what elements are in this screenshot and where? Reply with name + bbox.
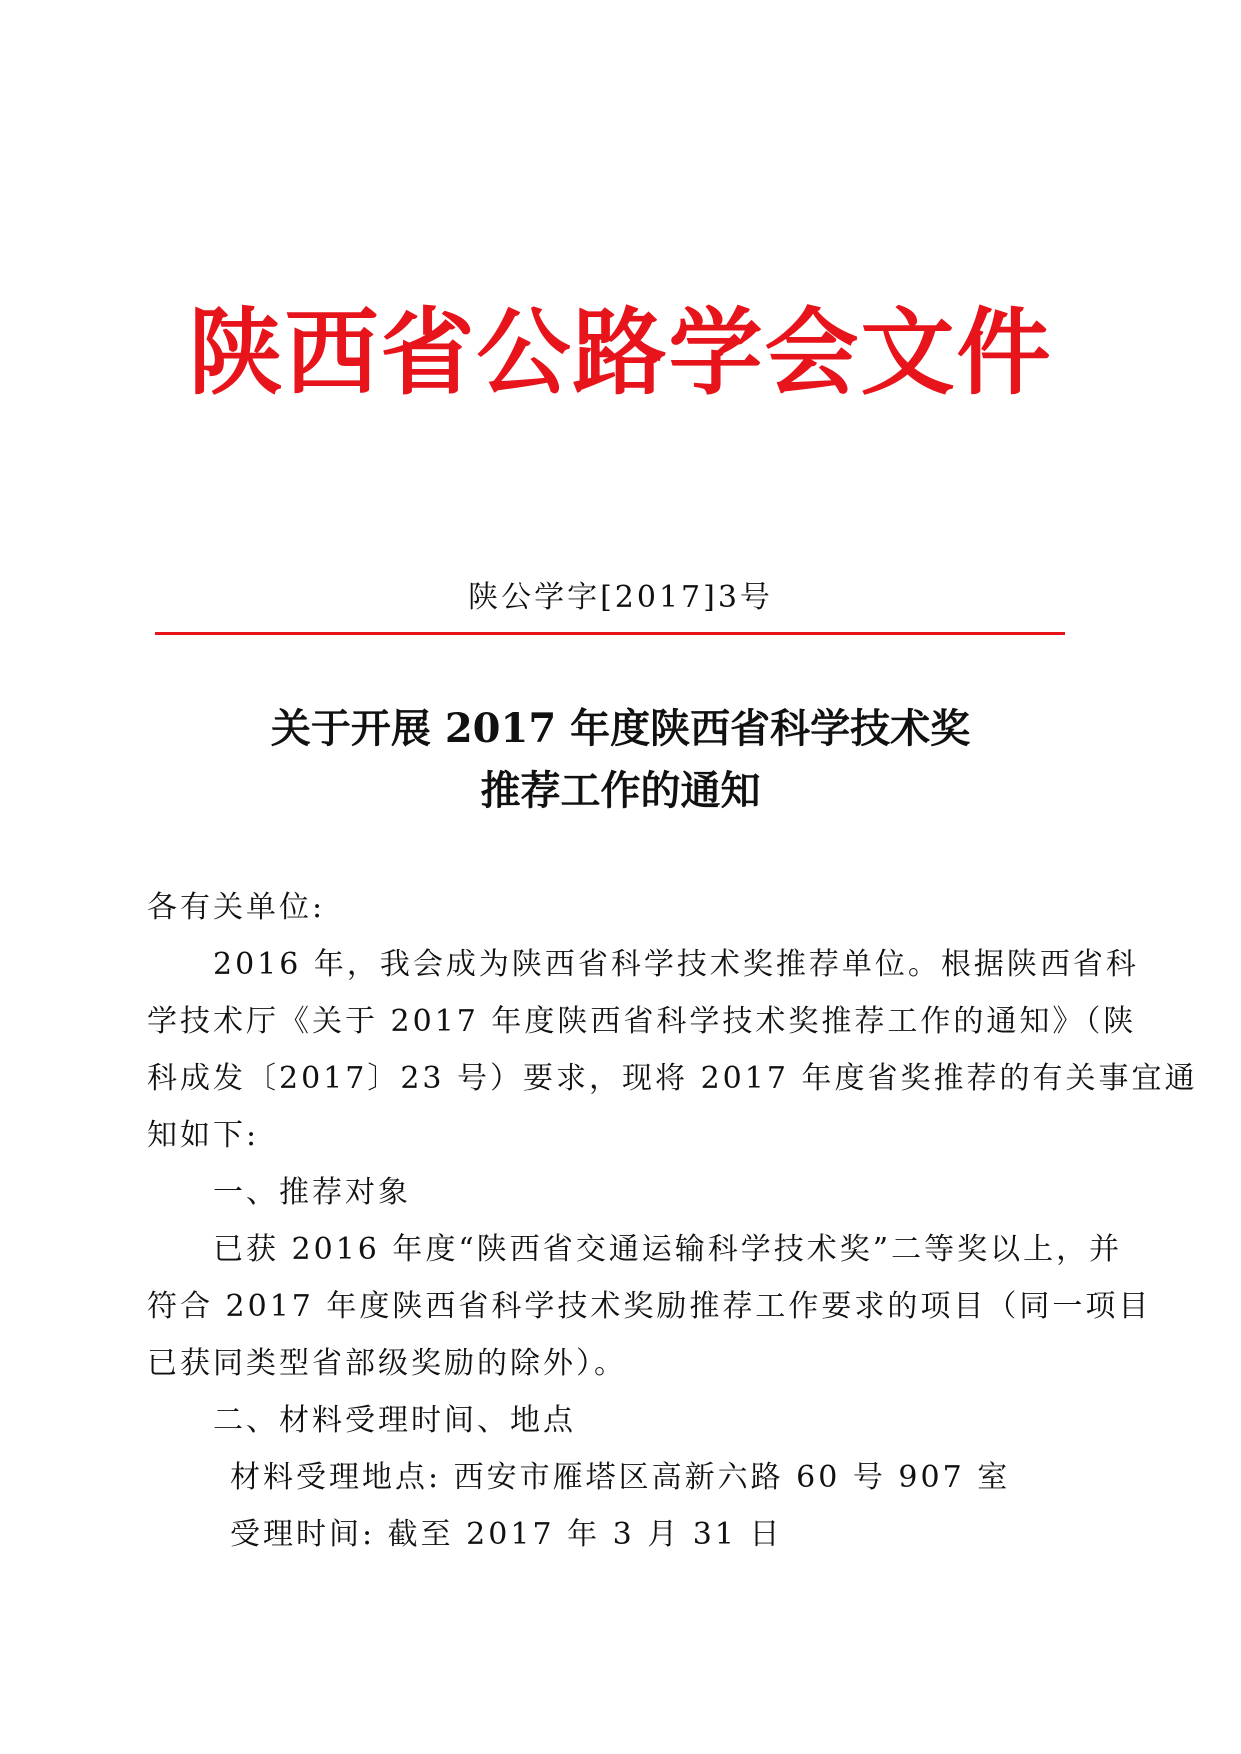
section-1-line-3: 已获同类型省部级奖励的除外）。 bbox=[147, 1346, 627, 1381]
material-location: 材料受理地点: 西安市雁塔区高新六路 60 号 907 室 bbox=[230, 1460, 1011, 1495]
acceptance-deadline: 受理时间: 截至 2017 年 3 月 31 日 bbox=[230, 1517, 783, 1552]
salutation: 各有关单位: bbox=[147, 890, 326, 925]
paragraph-1-line-4: 知如下: bbox=[147, 1118, 260, 1153]
paragraph-1-line-1: 2016 年，我会成为陕西省科学技术奖推荐单位。根据陕西省科 bbox=[213, 947, 1139, 982]
red-divider-rule bbox=[155, 632, 1065, 635]
document-number: 陕公学字[2017]3号 bbox=[468, 580, 773, 615]
paragraph-1-line-3: 科成发〔2017〕23 号）要求，现将 2017 年度省奖推荐的有关事宜通 bbox=[147, 1061, 1198, 1096]
notice-title-line-2: 推荐工作的通知 bbox=[480, 767, 761, 814]
notice-title-line-1: 关于开展 2017 年度陕西省科学技术奖 bbox=[270, 705, 971, 752]
section-1-line-1: 已获 2016 年度“陕西省交通运输科学技术奖”二等奖以上，并 bbox=[213, 1232, 1123, 1267]
section-1-line-2: 符合 2017 年度陕西省科学技术奖励推荐工作要求的项目（同一项目 bbox=[147, 1289, 1152, 1324]
section-1-heading: 一、推荐对象 bbox=[213, 1175, 411, 1210]
document-masthead: 陕西省公路学会文件 bbox=[188, 298, 1053, 408]
paragraph-1-line-2: 学技术厅《关于 2017 年度陕西省科学技术奖推荐工作的通知》（陕 bbox=[147, 1004, 1137, 1039]
section-2-heading: 二、材料受理时间、地点 bbox=[213, 1403, 576, 1438]
